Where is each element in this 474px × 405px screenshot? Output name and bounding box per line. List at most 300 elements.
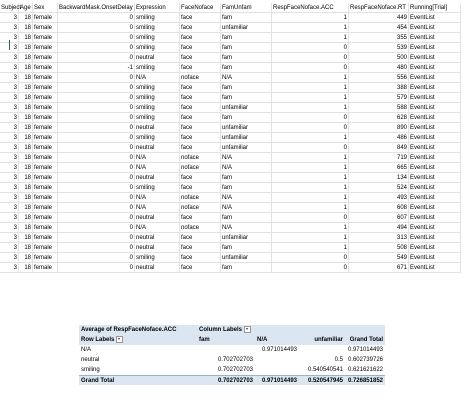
cell-age[interactable]: 18: [19, 103, 33, 113]
cell-fam-unfam[interactable]: N/A: [221, 73, 272, 83]
cell-running-trial[interactable]: EventList: [409, 103, 461, 113]
cell-age[interactable]: 18: [19, 73, 33, 83]
row-labels-filter-icon[interactable]: [116, 336, 123, 343]
cell-subject[interactable]: 3: [0, 113, 19, 123]
cell-expression[interactable]: smiling: [135, 13, 180, 23]
cell-onset-delay[interactable]: 0: [58, 243, 135, 253]
pivot-title: Average of RespFaceNoface.ACC: [79, 325, 197, 335]
cell-face-noface[interactable]: face: [180, 63, 221, 73]
cell-face-noface[interactable]: face: [180, 83, 221, 93]
cell-resp-rt[interactable]: 607: [349, 213, 409, 223]
cell-resp-acc[interactable]: 1: [272, 153, 349, 163]
cell-age[interactable]: 18: [19, 203, 33, 213]
cell-subject[interactable]: 3: [0, 213, 19, 223]
cell-onset-delay[interactable]: 0: [58, 183, 135, 193]
cell-subject[interactable]: 3: [0, 253, 19, 263]
cell-resp-acc[interactable]: 1: [272, 133, 349, 143]
cell-running-trial[interactable]: EventList: [409, 243, 461, 253]
cell-onset-delay[interactable]: -1: [58, 63, 135, 73]
cell-face-noface[interactable]: noface: [180, 203, 221, 213]
cell-subject[interactable]: 3: [0, 123, 19, 133]
cell-sex[interactable]: female: [33, 113, 58, 123]
cell-age[interactable]: 18: [19, 193, 33, 203]
cell-fam-unfam[interactable]: unfamiliar: [221, 103, 272, 113]
cell-onset-delay[interactable]: 0: [58, 213, 135, 223]
pivot-row-label[interactable]: smiling: [81, 367, 100, 373]
cell-age[interactable]: 18: [19, 233, 33, 243]
cell-resp-acc[interactable]: 0: [272, 143, 349, 153]
cell-fam-unfam[interactable]: fam: [221, 13, 272, 23]
cell-subject[interactable]: 3: [0, 43, 19, 53]
cell-fam-unfam[interactable]: fam: [221, 43, 272, 53]
cell-fam-unfam[interactable]: unfamiliar: [221, 123, 272, 133]
cell-sex[interactable]: female: [33, 23, 58, 33]
cell-expression[interactable]: smiling: [135, 133, 180, 143]
cell-expression[interactable]: neutral: [135, 143, 180, 153]
cell-face-noface[interactable]: face: [180, 263, 221, 273]
cell-sex[interactable]: female: [33, 83, 58, 93]
cell-running-trial[interactable]: EventList: [409, 233, 461, 243]
cell-expression[interactable]: smiling: [135, 43, 180, 53]
cell-subject[interactable]: 3: [0, 193, 19, 203]
cell-subject[interactable]: 3: [0, 163, 19, 173]
cell-resp-acc[interactable]: 0: [272, 113, 349, 123]
cell-running-trial[interactable]: EventList: [409, 183, 461, 193]
header-subject[interactable]: Subject: [1, 5, 22, 11]
cell-fam-unfam[interactable]: unfamiliar: [221, 143, 272, 153]
pivot-row-label[interactable]: neutral: [81, 357, 100, 363]
cell-resp-rt[interactable]: 355: [349, 33, 409, 43]
cell-age[interactable]: 18: [19, 263, 33, 273]
cell-face-noface[interactable]: face: [180, 173, 221, 183]
cell-onset-delay[interactable]: 0: [58, 163, 135, 173]
cell-running-trial[interactable]: EventList: [409, 213, 461, 223]
header-sex[interactable]: Sex: [33, 3, 58, 13]
cell-subject[interactable]: 3: [0, 133, 19, 143]
cell-onset-delay[interactable]: 0: [58, 43, 135, 53]
pivot-value-na[interactable]: [255, 365, 299, 375]
cell-running-trial[interactable]: EventList: [409, 33, 461, 43]
cell-running-trial[interactable]: EventList: [409, 13, 461, 23]
cell-running-trial[interactable]: EventList: [409, 83, 461, 93]
cell-sex[interactable]: female: [33, 53, 58, 63]
cell-running-trial[interactable]: EventList: [409, 63, 461, 73]
cell-face-noface[interactable]: noface: [180, 153, 221, 163]
cell-resp-rt[interactable]: 665: [349, 163, 409, 173]
cell-age[interactable]: 18: [19, 123, 33, 133]
data-row: [0, 73, 474, 83]
cell-face-noface[interactable]: face: [180, 243, 221, 253]
cell-expression[interactable]: neutral: [135, 243, 180, 253]
cell-running-trial[interactable]: EventList: [409, 153, 461, 163]
cell-resp-acc[interactable]: 1: [272, 103, 349, 113]
cell-sex[interactable]: female: [33, 213, 58, 223]
cell-resp-rt[interactable]: 556: [349, 73, 409, 83]
cell-resp-rt[interactable]: 494: [349, 223, 409, 233]
cell-sex[interactable]: female: [33, 73, 58, 83]
cell-onset-delay[interactable]: 0: [58, 103, 135, 113]
cell-age[interactable]: 18: [19, 53, 33, 63]
cell-resp-rt[interactable]: 608: [349, 203, 409, 213]
cell-sex[interactable]: female: [33, 143, 58, 153]
cell-fam-unfam[interactable]: N/A: [221, 163, 272, 173]
cell-fam-unfam[interactable]: fam: [221, 243, 272, 253]
cell-age[interactable]: 18: [19, 63, 33, 73]
cell-expression[interactable]: neutral: [135, 173, 180, 183]
pivot-value-fam[interactable]: 0.702702703: [217, 357, 253, 363]
cell-expression[interactable]: N/A: [135, 203, 180, 213]
cell-onset-delay[interactable]: 0: [58, 113, 135, 123]
cell-running-trial[interactable]: EventList: [409, 133, 461, 143]
header-resp-rt[interactable]: RespFaceNoface.RT: [349, 3, 409, 13]
cell-onset-delay[interactable]: 0: [58, 13, 135, 23]
pivot-column-labels[interactable]: [197, 325, 385, 335]
cell-subject[interactable]: 3: [0, 63, 19, 73]
cell-fam-unfam[interactable]: fam: [221, 63, 272, 73]
cell-expression[interactable]: neutral: [135, 263, 180, 273]
cell-sex[interactable]: female: [33, 173, 58, 183]
cell-expression[interactable]: smiling: [135, 33, 180, 43]
cell-resp-acc[interactable]: 1: [272, 233, 349, 243]
cell-resp-rt[interactable]: 890: [349, 123, 409, 133]
cell-resp-acc[interactable]: 1: [272, 243, 349, 253]
cell-resp-rt[interactable]: 524: [349, 183, 409, 193]
cell-face-noface[interactable]: noface: [180, 223, 221, 233]
cell-resp-rt[interactable]: 454: [349, 23, 409, 33]
cell-fam-unfam[interactable]: fam: [221, 53, 272, 63]
cell-running-trial[interactable]: EventList: [409, 223, 461, 233]
pivot-row-labels[interactable]: [79, 335, 197, 345]
cell-sex[interactable]: female: [33, 253, 58, 263]
cell-expression[interactable]: smiling: [135, 253, 180, 263]
pivot-value-unfamiliar[interactable]: 0.5: [334, 357, 343, 363]
cell-age[interactable]: 18: [19, 133, 33, 143]
cell-expression[interactable]: smiling: [135, 23, 180, 33]
cell-sex[interactable]: female: [33, 203, 58, 213]
cell-age[interactable]: 18: [19, 143, 33, 153]
pivot-value-unfamiliar[interactable]: 0.540540541: [307, 367, 343, 373]
data-row: [0, 93, 474, 103]
cell-face-noface[interactable]: noface: [180, 73, 221, 83]
cell-age[interactable]: 18: [19, 23, 33, 33]
cell-onset-delay[interactable]: 0: [58, 203, 135, 213]
cell-age[interactable]: 18: [19, 43, 33, 53]
cell-face-noface[interactable]: face: [180, 233, 221, 243]
cell-expression[interactable]: smiling: [135, 183, 180, 193]
cell-fam-unfam[interactable]: fam: [221, 113, 272, 123]
cell-face-noface[interactable]: face: [180, 143, 221, 153]
cell-running-trial[interactable]: EventList: [409, 73, 461, 83]
cell-age[interactable]: 18: [19, 113, 33, 123]
cell-face-noface[interactable]: noface: [180, 163, 221, 173]
pivot-value-grand[interactable]: 0.602739726: [347, 357, 383, 363]
cell-sex[interactable]: female: [33, 43, 58, 53]
cell-fam-unfam[interactable]: fam: [221, 173, 272, 183]
header-age[interactable]: Age: [19, 3, 33, 13]
pivot-value-na[interactable]: [255, 355, 299, 365]
header-face-noface[interactable]: FaceNoface: [180, 3, 221, 13]
pivot-value-grand[interactable]: 0.621621622: [347, 367, 383, 373]
cell-expression[interactable]: neutral: [135, 123, 180, 133]
cell-running-trial[interactable]: EventList: [409, 53, 461, 63]
cell-face-noface[interactable]: face: [180, 123, 221, 133]
cell-resp-acc[interactable]: 1: [272, 193, 349, 203]
cell-sex[interactable]: female: [33, 93, 58, 103]
cell-subject[interactable]: 3: [0, 143, 19, 153]
cell-onset-delay[interactable]: 0: [58, 223, 135, 233]
cell-fam-unfam[interactable]: unfamiliar: [221, 133, 272, 143]
cell-onset-delay[interactable]: 0: [58, 83, 135, 93]
data-row: [0, 133, 474, 143]
cell-resp-acc[interactable]: 0: [272, 263, 349, 273]
cell-onset-delay[interactable]: 0: [58, 263, 135, 273]
cell-subject[interactable]: 3: [0, 83, 19, 93]
cell-face-noface[interactable]: face: [180, 253, 221, 263]
cell-face-noface[interactable]: noface: [180, 193, 221, 203]
cell-sex[interactable]: female: [33, 223, 58, 233]
cell-subject[interactable]: 3: [0, 93, 19, 103]
cell-sex[interactable]: female: [33, 193, 58, 203]
cell-resp-acc[interactable]: 1: [272, 83, 349, 93]
cell-resp-acc[interactable]: 1: [272, 13, 349, 23]
cell-resp-rt[interactable]: 508: [349, 243, 409, 253]
pivot-value-na[interactable]: 0.971014493: [261, 347, 297, 353]
data-row: [0, 123, 474, 133]
cell-sex[interactable]: female: [33, 243, 58, 253]
cell-subject[interactable]: 3: [0, 23, 19, 33]
cell-subject[interactable]: 3: [0, 243, 19, 253]
cell-onset-delay[interactable]: 0: [58, 23, 135, 33]
cell-subject[interactable]: 3: [0, 173, 19, 183]
cell-resp-rt[interactable]: 449: [349, 13, 409, 23]
cell-subject[interactable]: 3: [0, 73, 19, 83]
cell-expression[interactable]: neutral: [135, 53, 180, 63]
cell-sex[interactable]: female: [33, 13, 58, 23]
cell-onset-delay[interactable]: 0: [58, 53, 135, 63]
cell-expression[interactable]: N/A: [135, 163, 180, 173]
cell-running-trial[interactable]: EventList: [409, 173, 461, 183]
cell-age[interactable]: 18: [19, 163, 33, 173]
pivot-value-unfamiliar[interactable]: [299, 345, 345, 355]
cell-onset-delay[interactable]: 0: [58, 193, 135, 203]
cell-resp-rt[interactable]: 628: [349, 113, 409, 123]
cell-resp-rt[interactable]: 849: [349, 143, 409, 153]
cell-fam-unfam[interactable]: fam: [221, 83, 272, 93]
cell-running-trial[interactable]: EventList: [409, 253, 461, 263]
cell-age[interactable]: 18: [19, 93, 33, 103]
cell-resp-acc[interactable]: 1: [272, 93, 349, 103]
cell-sex[interactable]: female: [33, 163, 58, 173]
cell-subject[interactable]: 3: [0, 223, 19, 233]
cell-subject[interactable]: 3: [0, 53, 19, 63]
cell-onset-delay[interactable]: 0: [58, 33, 135, 43]
cell-resp-acc[interactable]: 1: [272, 33, 349, 43]
cell-expression[interactable]: neutral: [135, 233, 180, 243]
column-labels-filter-icon[interactable]: [244, 326, 251, 333]
cell-onset-delay[interactable]: 0: [58, 73, 135, 83]
cell-age[interactable]: 18: [19, 173, 33, 183]
data-row: [0, 143, 474, 153]
cell-sex[interactable]: female: [33, 33, 58, 43]
cell-sex[interactable]: female: [33, 233, 58, 243]
cell-onset-delay[interactable]: 0: [58, 153, 135, 163]
header-resp-acc[interactable]: RespFaceNoface.ACC: [272, 3, 349, 13]
cell-resp-acc[interactable]: 1: [272, 183, 349, 193]
cell-sex[interactable]: female: [33, 183, 58, 193]
pivot-col-na: N/A: [255, 335, 299, 345]
cell-fam-unfam[interactable]: unfamiliar: [221, 253, 272, 263]
cell-resp-rt[interactable]: 480: [349, 63, 409, 73]
cell-subject[interactable]: 3: [0, 103, 19, 113]
cell-resp-rt[interactable]: 493: [349, 193, 409, 203]
cell-age[interactable]: 18: [19, 83, 33, 93]
cell-running-trial[interactable]: EventList: [409, 203, 461, 213]
header-expression[interactable]: Expression: [135, 3, 180, 13]
cell-resp-rt[interactable]: 719: [349, 153, 409, 163]
cell-age[interactable]: 18: [19, 153, 33, 163]
pivot-value-grand[interactable]: 0.971014493: [347, 347, 383, 353]
cell-resp-rt[interactable]: 134: [349, 173, 409, 183]
cell-age[interactable]: 18: [19, 253, 33, 263]
data-row: [0, 253, 474, 263]
cell-subject[interactable]: 3: [0, 183, 19, 193]
cell-sex[interactable]: female: [33, 263, 58, 273]
cell-subject[interactable]: 3: [0, 203, 19, 213]
cell-resp-acc[interactable]: 0: [272, 123, 349, 133]
cell-onset-delay[interactable]: 0: [58, 173, 135, 183]
cell-face-noface[interactable]: face: [180, 213, 221, 223]
cell-resp-rt[interactable]: 313: [349, 233, 409, 243]
cell-running-trial[interactable]: EventList: [409, 163, 461, 173]
cell-resp-rt[interactable]: 500: [349, 53, 409, 63]
cell-face-noface[interactable]: face: [180, 43, 221, 53]
cell-fam-unfam[interactable]: fam: [221, 183, 272, 193]
cell-resp-acc[interactable]: 0: [272, 53, 349, 63]
cell-fam-unfam[interactable]: fam: [221, 213, 272, 223]
cell-running-trial[interactable]: EventList: [409, 43, 461, 53]
cell-running-trial[interactable]: EventList: [409, 263, 461, 273]
cell-expression[interactable]: neutral: [135, 213, 180, 223]
cell-expression[interactable]: smiling: [135, 63, 180, 73]
cell-subject[interactable]: 3: [0, 233, 19, 243]
cell-fam-unfam[interactable]: N/A: [221, 203, 272, 213]
cell-subject[interactable]: 3: [0, 263, 19, 273]
cell-onset-delay[interactable]: 0: [58, 253, 135, 263]
cell-onset-delay[interactable]: 0: [58, 123, 135, 133]
cell-face-noface[interactable]: face: [180, 133, 221, 143]
cell-face-noface[interactable]: face: [180, 103, 221, 113]
cell-running-trial[interactable]: EventList: [409, 123, 461, 133]
cell-subject[interactable]: 3: [0, 13, 19, 23]
cell-age[interactable]: 18: [19, 13, 33, 23]
header-fam-unfam[interactable]: FamUnfam: [221, 3, 272, 13]
cell-fam-unfam[interactable]: N/A: [221, 223, 272, 233]
cell-fam-unfam[interactable]: fam: [221, 263, 272, 273]
cell-face-noface[interactable]: face: [180, 13, 221, 23]
cell-face-noface[interactable]: face: [180, 33, 221, 43]
cell-fam-unfam[interactable]: fam: [221, 93, 272, 103]
cell-resp-acc[interactable]: 1: [272, 203, 349, 213]
cell-expression[interactable]: smiling: [135, 103, 180, 113]
cell-expression[interactable]: N/A: [135, 153, 180, 163]
cell-resp-rt[interactable]: 549: [349, 253, 409, 263]
cell-onset-delay[interactable]: 0: [58, 143, 135, 153]
row-labels-text: Row Labels: [81, 337, 115, 343]
cell-resp-acc[interactable]: 0: [272, 43, 349, 53]
pivot-col-fam: fam: [197, 335, 255, 345]
cell-age[interactable]: 18: [19, 33, 33, 43]
cell-resp-rt[interactable]: 486: [349, 133, 409, 143]
cell-resp-rt[interactable]: 579: [349, 93, 409, 103]
cell-running-trial[interactable]: EventList: [409, 113, 461, 123]
cell-resp-rt[interactable]: 388: [349, 83, 409, 93]
pivot-value-fam[interactable]: [197, 345, 255, 355]
cell-fam-unfam[interactable]: fam: [221, 33, 272, 43]
cell-age[interactable]: 18: [19, 223, 33, 233]
cell-face-noface[interactable]: face: [180, 113, 221, 123]
cell-expression[interactable]: smiling: [135, 113, 180, 123]
cell-running-trial[interactable]: EventList: [409, 143, 461, 153]
cell-fam-unfam[interactable]: N/A: [221, 153, 272, 163]
cell-expression[interactable]: N/A: [135, 223, 180, 233]
cell-sex[interactable]: female: [33, 153, 58, 163]
cell-sex[interactable]: female: [33, 133, 58, 143]
cell-subject[interactable]: 3: [0, 33, 19, 43]
cell-sex[interactable]: female: [33, 123, 58, 133]
pivot-row-label[interactable]: N/A: [81, 347, 92, 353]
cell-onset-delay[interactable]: 0: [58, 93, 135, 103]
cell-resp-acc[interactable]: 1: [272, 163, 349, 173]
cell-subject[interactable]: 3: [0, 153, 19, 163]
pivot-value-fam[interactable]: 0.702702703: [217, 367, 253, 373]
cell-age[interactable]: 18: [19, 243, 33, 253]
cell-face-noface[interactable]: face: [180, 93, 221, 103]
cell-expression[interactable]: smiling: [135, 93, 180, 103]
cell-running-trial[interactable]: EventList: [409, 23, 461, 33]
cell-resp-rt[interactable]: 671: [349, 263, 409, 273]
cell-resp-rt[interactable]: 539: [349, 43, 409, 53]
cell-sex[interactable]: female: [33, 63, 58, 73]
cell-resp-acc[interactable]: 0: [272, 213, 349, 223]
cell-onset-delay[interactable]: 0: [58, 133, 135, 143]
cell-age[interactable]: 18: [19, 183, 33, 193]
cell-resp-acc[interactable]: 0: [272, 63, 349, 73]
cell-fam-unfam[interactable]: N/A: [221, 193, 272, 203]
cell-running-trial[interactable]: EventList: [409, 193, 461, 203]
cell-fam-unfam[interactable]: unfamiliar: [221, 23, 272, 33]
cell-fam-unfam[interactable]: unfamiliar: [221, 233, 272, 243]
cell-onset-delay[interactable]: 0: [58, 233, 135, 243]
cell-resp-acc[interactable]: 1: [272, 73, 349, 83]
header-running-trial[interactable]: Running[Trial]: [409, 3, 461, 13]
cell-sex[interactable]: female: [33, 103, 58, 113]
cell-resp-acc[interactable]: 1: [272, 173, 349, 183]
cell-expression[interactable]: N/A: [135, 73, 180, 83]
cell-resp-acc[interactable]: 0: [272, 253, 349, 263]
cell-running-trial[interactable]: EventList: [409, 93, 461, 103]
cell-face-noface[interactable]: face: [180, 183, 221, 193]
cell-resp-acc[interactable]: 1: [272, 223, 349, 233]
cell-resp-rt[interactable]: 588: [349, 103, 409, 113]
pivot-row: [79, 345, 385, 355]
header-onset-delay[interactable]: BackwardMask.OnsetDelay: [58, 3, 135, 13]
cell-resp-acc[interactable]: 1: [272, 23, 349, 33]
cell-age[interactable]: 18: [19, 213, 33, 223]
cell-face-noface[interactable]: face: [180, 53, 221, 63]
cell-face-noface[interactable]: face: [180, 23, 221, 33]
cell-expression[interactable]: N/A: [135, 193, 180, 203]
cell-expression[interactable]: smiling: [135, 83, 180, 93]
